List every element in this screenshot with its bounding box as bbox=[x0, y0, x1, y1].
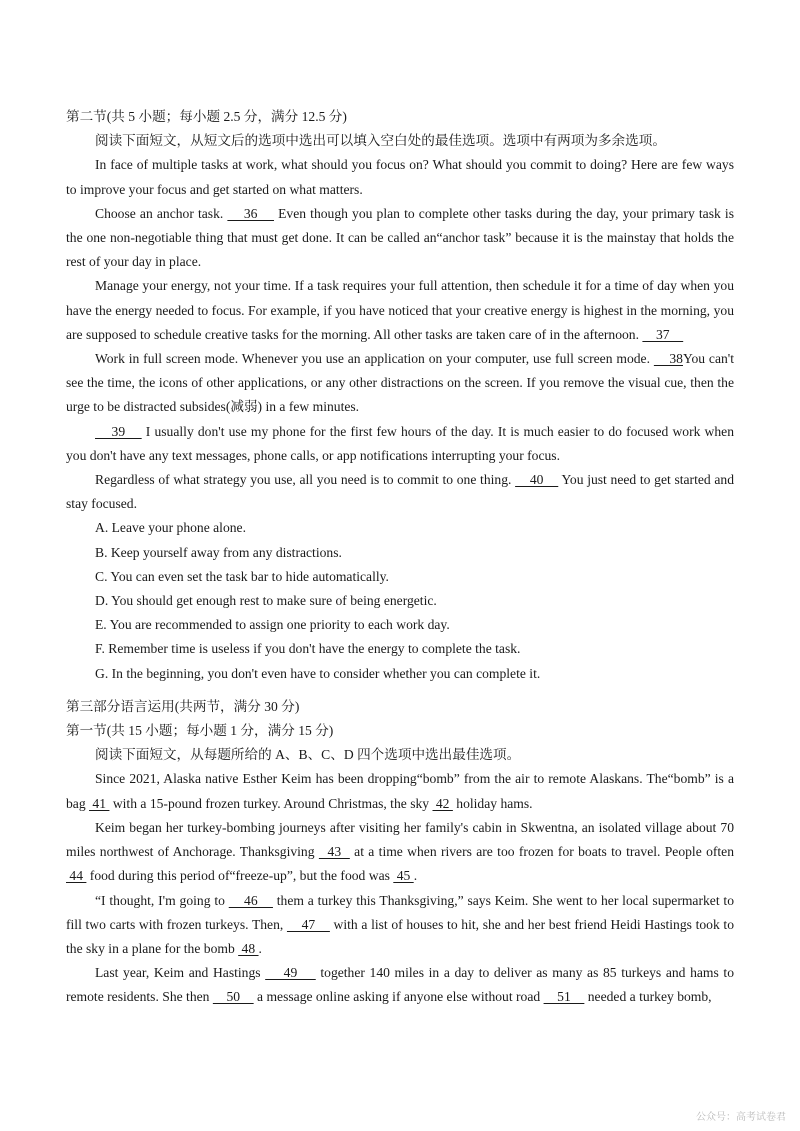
part3-instruction: 阅读下面短文，从每题所给的 A、B、C、D 四个选项中选出最佳选项。 bbox=[95, 747, 521, 763]
cloze-paragraph-1: Since 2021, Alaska native Esther Keim has been dropping“bomb” from the air to remote Alaskans. The“bomb” is a bag 41 with a 15-pound frozen turkey. Around Christmas, the sky 42 holiday hams. bbox=[66, 771, 734, 811]
blank-37: 37 bbox=[642, 326, 684, 342]
option-c: C. You can even set the task bar to hide automatically. bbox=[95, 568, 389, 584]
blank-46: 46 bbox=[228, 892, 273, 908]
blank-50: 50 bbox=[212, 989, 254, 1005]
blank-49: 49 bbox=[265, 965, 316, 981]
passage-paragraph-1: In face of multiple tasks at work, what should you focus on? What should you commit to doing? Here are few ways to improve your focus and get started on what matters. bbox=[66, 157, 734, 197]
option-d: D. You should get enough rest to make sure of being energetic. bbox=[95, 593, 437, 609]
blank-40: 40 bbox=[515, 472, 559, 488]
blank-42: 42 bbox=[432, 795, 453, 811]
blank-51: 51 bbox=[543, 989, 585, 1005]
blank-45: 45 bbox=[393, 868, 414, 884]
cloze-paragraph-2: Keim began her turkey-bombing journeys after visiting her family's cabin in Skwentna, an isolated village about 70 miles northwest of Anchorage. Thanksgiving 43 at a time when rivers are too frozen for boats to travel. People often 44 food during this period of“freeze-up”, but the food was 45 . bbox=[66, 819, 735, 884]
cloze-paragraph-3: “I thought, I'm going to 46 them a turkey this Thanksgiving,” says Keim. She went to her local supermarket to fill two carts with frozen turkeys. Then, 47 with a list of houses to hit, she and her best friend Heidi Hastings took to the sky in a plane for the bomb 48 . bbox=[66, 892, 735, 956]
section2-instruction: 阅读下面短文，从短文后的选项中选出可以填入空白处的最佳选项。选项中有两项为多余选项。 bbox=[95, 133, 666, 149]
passage-paragraph-6: Regardless of what strategy you use, all you need is to commit to one thing. 40 You just need to get started and stay focused. bbox=[66, 472, 735, 512]
blank-38: 38 bbox=[653, 351, 683, 367]
section2-heading: 第二节(共 5 小题；每小题 2.5 分，满分 12.5 分) bbox=[66, 109, 347, 124]
part3-sub-heading: 第一节(共 15 小题；每小题 1 分，满分 15 分) bbox=[66, 723, 334, 739]
blank-36: 36 bbox=[227, 205, 274, 221]
cloze-paragraph-4: Last year, Keim and Hastings 49 together 140 miles in a day to deliver as many as 85 turkeys and hams to remote residents. She then 50 a message online asking if anyone else without road 51 needed a turkey bomb, bbox=[66, 965, 734, 1005]
blank-44: 44 bbox=[66, 868, 87, 884]
blank-41: 41 bbox=[89, 795, 110, 811]
part3-heading: 第三部分语言运用(共两节，满分 30 分) bbox=[66, 698, 300, 714]
exam-page bbox=[66, 105, 734, 1010]
blank-39: 39 bbox=[95, 423, 142, 439]
passage-paragraph-2: Choose an anchor task. 36 Even though you plan to complete other tasks during the day, your primary task is the one non-negotiable thing that must get done. It can be called an“anchor task” because it is the mainstay that holds the rest of your day in place. bbox=[66, 205, 734, 270]
passage-paragraph-3: Manage your energy, not your time. If a task requires your full attention, then schedule it for a time of day when you have the energy needed to focus. For example, if you have noticed that your creative energy is highest in the morning, you are supposed to schedule creative tasks for the morning. All other tasks are taken care of in the afternoon. 37 bbox=[66, 278, 734, 342]
blank-47: 47 bbox=[286, 916, 330, 932]
blank-43: 43 bbox=[318, 844, 350, 860]
passage-paragraph-5: 39 I usually don't use my phone for the first few hours of the day. It is much easier to do focused work when you don't have any text messages, phone calls, or app notifications interrupting your focus. bbox=[66, 423, 734, 463]
option-g: G. In the beginning, you don't even have to consider whether you can complete it. bbox=[95, 665, 541, 681]
passage-paragraph-4: Work in full screen mode. Whenever you use an application on your computer, use full screen mode. 38You can't see the time, the icons of other applications, or any other distractions on the screen. If you remove the visual cue, then the urge to be distracted subsides(减弱) in a few minutes. bbox=[66, 351, 734, 415]
option-a: A. Leave your phone alone. bbox=[95, 520, 246, 536]
option-e: E. You are recommended to assign one priority to each work day. bbox=[95, 617, 450, 633]
blank-48: 48 bbox=[238, 940, 259, 956]
option-b: B. Keep yourself away from any distractions. bbox=[95, 544, 342, 560]
watermark: 公众号：高考试卷君 bbox=[696, 1112, 786, 1123]
option-f: F. Remember time is useless if you don't have the energy to complete the task. bbox=[95, 641, 521, 657]
